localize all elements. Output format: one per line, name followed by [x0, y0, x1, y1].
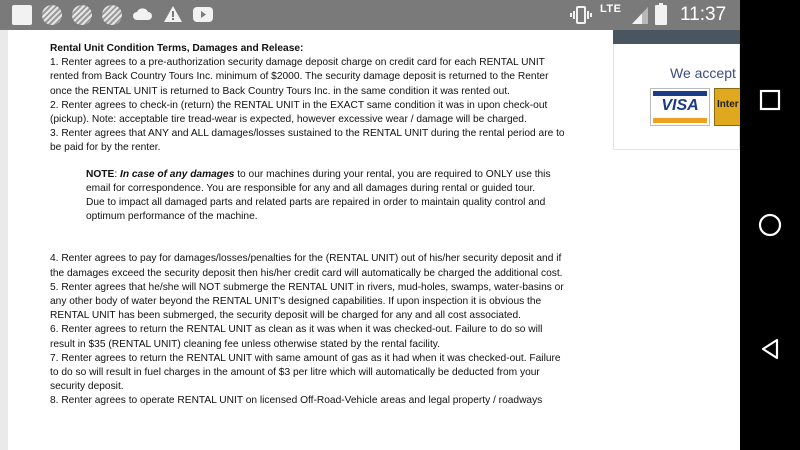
status-bar: [0, 0, 740, 30]
home-button[interactable]: [758, 213, 782, 237]
rental-terms-section: [50, 42, 570, 409]
signal-icon: [632, 7, 648, 24]
terms-item: 8. Renter agrees to operate RENTAL UNIT on licensed Off-Road-Vehicle areas and legal property / roadways: [50, 395, 543, 407]
cloud-icon: [132, 8, 152, 20]
visa-text: VISA: [661, 97, 699, 114]
interac-card-logo: [714, 88, 740, 126]
clock: 11:37: [680, 4, 727, 25]
terms-item: 4. Renter agrees to pay for damages/losses/penalties for the (RENTAL UNIT) out of his/her security deposit and if the damages exceed the security deposit then his/her credit card will automatically be charged the additional cost.: [50, 253, 563, 279]
terms-title: Rental Unit Condition Terms, Damages and Release:: [50, 43, 304, 54]
interac-text: Inter: [717, 99, 739, 110]
web-page[interactable]: [0, 30, 740, 450]
note-text: to our machines during your rental, you are required to ONLY use this email for correspondence. You are responsible for any and all damages during rental or guided tour. Due to impact all damaged parts and related parts are repaired in order to maintain quality control and optimum performance of the machine.: [86, 168, 551, 223]
vibrate-icon: [570, 6, 592, 24]
globe-icon: [72, 5, 92, 25]
note-label: NOTE: [86, 168, 115, 180]
youtube-icon: [193, 7, 213, 22]
terms-item: 1. Renter agrees to a pre-authorization security damage deposit charge on credit card for each RENTAL UNIT rented from Back Country Tours Inc. minimum of $2000. The security damage deposit is returned to the Renter once the RENTAL UNIT is returned to Back Country Tours Inc. in the same condition it was rented out.: [50, 57, 549, 97]
network-type-label: LTE: [600, 3, 622, 15]
warning-icon: [163, 5, 183, 23]
navigation-bar: [740, 0, 800, 450]
note-emphasis: In case of any damages: [119, 168, 235, 180]
app-square-icon: [12, 5, 32, 25]
recents-button[interactable]: [758, 88, 782, 112]
damages-note: NOTE: In case of any damages to our machines during your rental, you are required to ONLY use this email for correspondence. You are responsible for any and all damages during rental or guided tour. Due to impact all damaged parts and related parts are repaired in order to maintain quality control and optimum performance of the machine.: [86, 168, 551, 223]
we-accept-label: We accept: [670, 65, 736, 81]
globe-icon: [42, 5, 62, 25]
visa-card-logo: [650, 88, 710, 126]
terms-item: 7. Renter agrees to return the RENTAL UNIT with same amount of gas as it had when it was checked-out. Failure to do so will result in fuel charges in the amount of $3 per litre which will automatically be deducted from your security deposit.: [50, 352, 561, 393]
terms-item: 3. Renter agrees that ANY and ALL damages/losses sustained to the RENTAL UNIT during the rental period are to be paid for by the renter.: [50, 128, 565, 154]
globe-icon: [102, 5, 122, 25]
terms-item: 5. Renter agrees that he/she will NOT submerge the RENTAL UNIT in rivers, mud-holes, swamps, water-basins or any other body of water beyond the RENTAL UNIT's designed capabilities. If upon inspection it is obvious the RENTAL UNIT has been submerged, the security deposit will be charged for any and all cost associated.: [50, 281, 564, 322]
battery-icon: [655, 3, 667, 25]
back-button[interactable]: [758, 337, 782, 361]
terms-item: 2. Renter agrees to check-in (return) the RENTAL UNIT in the EXACT same condition it was in upon check-out (pickup). Note: acceptable tire tread-wear is expected, however excessive wear / damage will be charged.: [50, 99, 548, 126]
terms-item: 6. Renter agrees to return the RENTAL UNIT as clean as it was when it was checked-out. Failure to do so will result in $35 (RENTAL UNIT) cleaning fee unless otherwise stated by the rental facility.: [50, 324, 543, 350]
page-left-margin: [0, 30, 8, 450]
payment-header-bar: [613, 30, 740, 44]
